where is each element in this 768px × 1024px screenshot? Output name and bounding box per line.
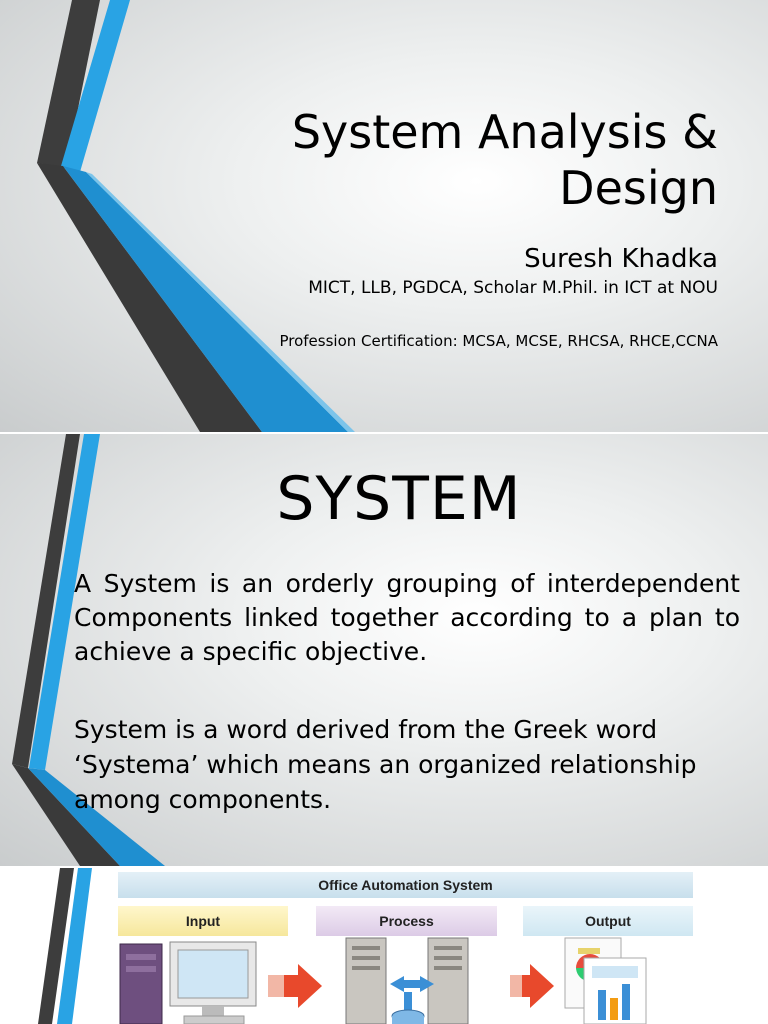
author-certifications: Profession Certification: MCSA, MCSE, RHCSA, RHCE,CCNA bbox=[279, 332, 718, 350]
server-icon bbox=[346, 938, 468, 1024]
diagram-title: Office Automation System bbox=[118, 872, 693, 898]
title-slide bbox=[0, 0, 768, 432]
etymology-paragraph: System is a word derived from the Greek word ‘Systema’ which means an organized relationship among components. bbox=[74, 715, 697, 814]
report-chart-icon bbox=[565, 938, 646, 1024]
system-slide bbox=[0, 434, 768, 866]
slide-decoration bbox=[0, 0, 768, 432]
author-qualifications: MICT, LLB, PGDCA, Scholar M.Phil. in ICT at NOU bbox=[308, 278, 718, 298]
input-label: Input bbox=[118, 906, 288, 936]
process-label: Process bbox=[316, 906, 497, 936]
red-arrow-icon bbox=[268, 964, 322, 1008]
slide-title: SYSTEM bbox=[276, 464, 522, 534]
red-arrow-icon bbox=[510, 964, 554, 1008]
computer-icon bbox=[120, 942, 256, 1024]
definition-paragraph: A System is an orderly grouping of interdependent Components linked together according to a plan to achieve a specific objective. bbox=[74, 569, 740, 666]
output-label: Output bbox=[523, 906, 693, 936]
author-name: Suresh Khadka bbox=[524, 244, 718, 274]
presentation-title: System Analysis & Design bbox=[291, 105, 718, 215]
diagram-slide bbox=[0, 868, 768, 1024]
diagram-illustration bbox=[118, 872, 693, 1024]
office-automation-diagram bbox=[118, 872, 693, 1024]
